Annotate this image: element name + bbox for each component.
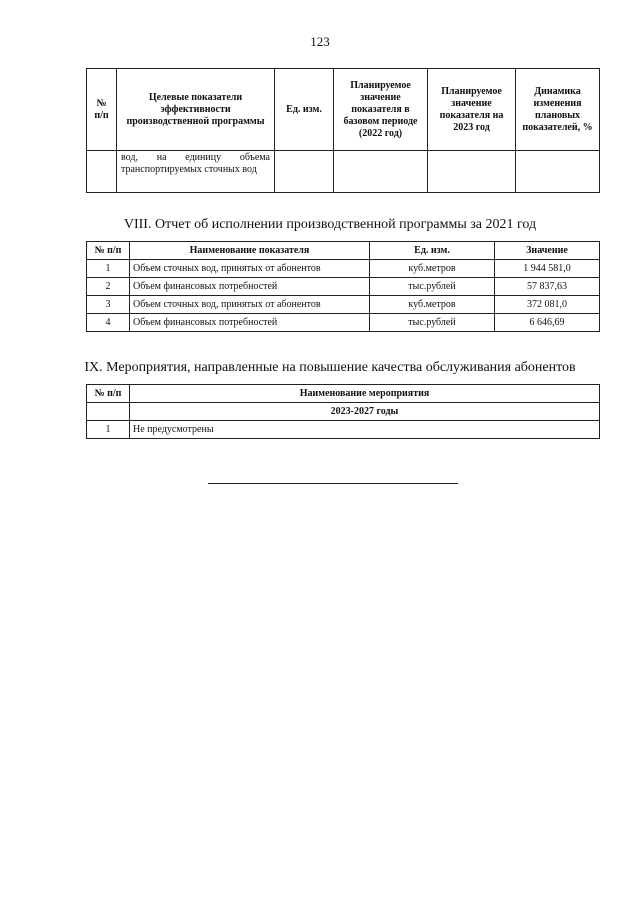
row-name: Объем финансовых потребностей xyxy=(130,278,370,296)
row-number: 4 xyxy=(87,314,130,332)
row-name: Не предусмотрены xyxy=(130,421,600,439)
table-row xyxy=(87,151,600,193)
header-unit: Ед. изм. xyxy=(370,242,495,260)
row-name: Объем сточных вод, принятых от абонентов xyxy=(130,296,370,314)
header-value: Значение xyxy=(495,242,600,260)
row-name: Объем сточных вод, принятых от абонентов xyxy=(130,260,370,278)
period-empty-cell xyxy=(87,403,130,421)
table-header-row xyxy=(87,69,600,151)
header-base-period-value: Планируемое значение показателя в базовом периоде (2022 год) xyxy=(334,69,428,151)
row-number: 2 xyxy=(87,278,130,296)
program-report-table xyxy=(86,241,600,332)
cell-2023-value xyxy=(428,151,516,193)
table-row xyxy=(87,421,600,439)
header-target-indicators: Целевые показатели эффективности производственной программы xyxy=(117,69,275,151)
table-header-row xyxy=(87,242,600,260)
row-value: 6 646,69 xyxy=(495,314,600,332)
table-row xyxy=(87,278,600,296)
cell-base-value xyxy=(334,151,428,193)
closing-divider-line xyxy=(208,483,458,484)
header-dynamics: Динамика изменения плановых показателей, % xyxy=(516,69,600,151)
row-number: 3 xyxy=(87,296,130,314)
measures-table xyxy=(86,384,600,439)
row-name: Объем финансовых потребностей xyxy=(130,314,370,332)
row-number: 1 xyxy=(87,260,130,278)
cell-number xyxy=(87,151,117,193)
section-9-title: IX. Мероприятия, направленные на повышение качества обслуживания абонентов xyxy=(84,360,576,375)
row-value: 372 081,0 xyxy=(495,296,600,314)
row-unit: куб.метров xyxy=(370,296,495,314)
table-row xyxy=(87,260,600,278)
header-number: № п/п xyxy=(87,69,117,151)
row-unit: тыс.рублей xyxy=(370,314,495,332)
cell-unit xyxy=(275,151,334,193)
header-unit: Ед. изм. xyxy=(275,69,334,151)
header-number: № п/п xyxy=(87,385,130,403)
period-row xyxy=(87,403,600,421)
table-header-row xyxy=(87,385,600,403)
table-row xyxy=(87,296,600,314)
target-indicators-table xyxy=(86,68,600,193)
continuation-text: вод, на единицу объема транспортируемых сточных вод xyxy=(117,151,275,193)
table-row xyxy=(87,314,600,332)
header-measure-name: Наименование мероприятия xyxy=(130,385,600,403)
row-number: 1 xyxy=(87,421,130,439)
row-value: 57 837,63 xyxy=(495,278,600,296)
page-number: 123 xyxy=(310,34,330,49)
section-8-title: VIII. Отчет об исполнении производственной программы за 2021 год xyxy=(123,217,537,232)
cell-dynamics xyxy=(516,151,600,193)
header-number: № п/п xyxy=(87,242,130,260)
row-value: 1 944 581,0 xyxy=(495,260,600,278)
header-indicator-name: Наименование показателя xyxy=(130,242,370,260)
row-unit: тыс.рублей xyxy=(370,278,495,296)
row-unit: куб.метров xyxy=(370,260,495,278)
period-label: 2023-2027 годы xyxy=(130,403,600,421)
header-2023-value: Планируемое значение показателя на 2023 год xyxy=(428,69,516,151)
